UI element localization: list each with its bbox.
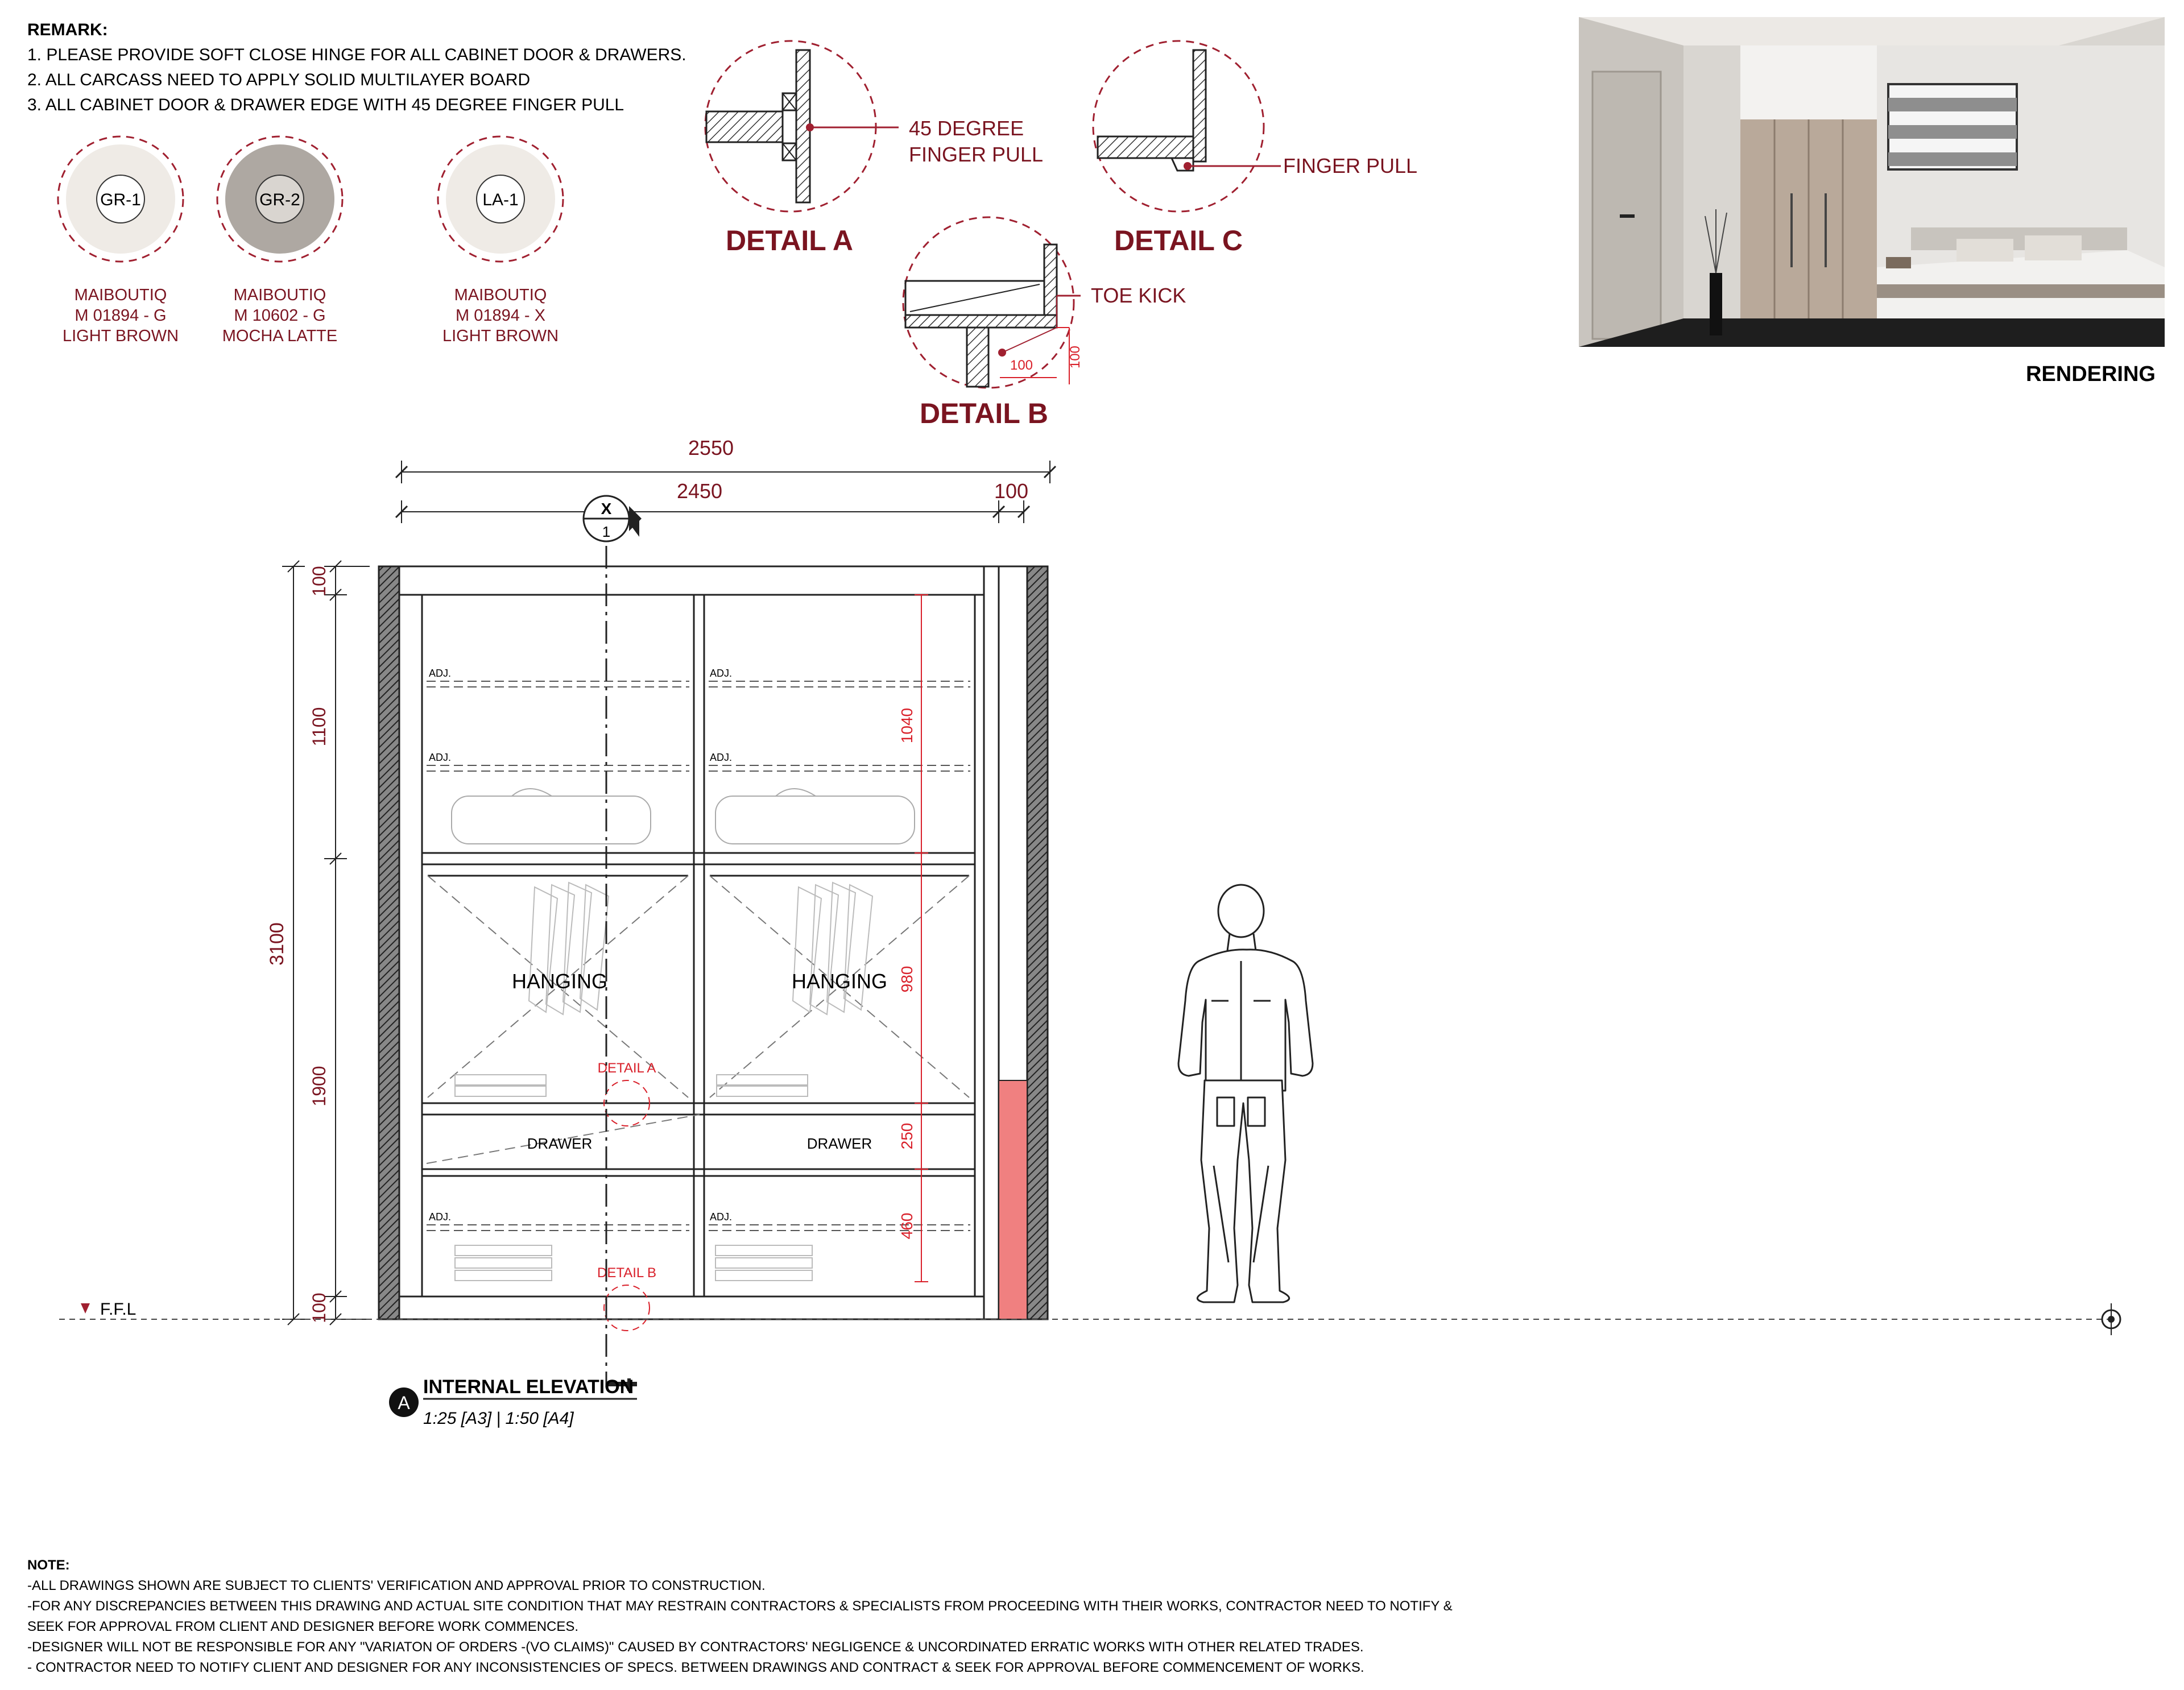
ffl-end-marker <box>2102 1303 2120 1335</box>
dim-top-height: 100 <box>309 566 329 597</box>
note-line-4: -DESIGNER WILL NOT BE RESPONSIBLE FOR ANY "VARIATON OF ORDERS -(VO CLAIMS)" CAUSED BY CONTRACTORS' NEGLIGENCE & UNCORDINATED ERRATIC WORKS WITH OTHER RELATED TRADES. <box>27 1639 1364 1655</box>
detail-b-callout: DETAIL B <box>597 1265 657 1281</box>
detail-a <box>705 41 1043 256</box>
remark-item-2: 2. ALL CARCASS NEED TO APPLY SOLID MULTILAYER BOARD <box>27 71 531 89</box>
ffl-label: F.F.L <box>100 1300 136 1319</box>
material-swatch-gr1 <box>58 136 183 345</box>
detail-c-title: DETAIL C <box>1114 225 1243 256</box>
adj-label: ADJ. <box>429 752 452 763</box>
detail-a-title: DETAIL A <box>725 225 854 256</box>
material-code: LA-1 <box>482 190 519 209</box>
remark-title: REMARK: <box>27 20 108 39</box>
remark-item-1: 1. PLEASE PROVIDE SOFT CLOSE HINGE FOR ALL CABINET DOOR & DRAWERS. <box>27 45 686 64</box>
dim-inner-upper: 1040 <box>898 707 916 744</box>
material-code: GR-2 <box>259 190 300 209</box>
detail-b-title: DETAIL B <box>920 397 1048 429</box>
detail-b-dim-v: 100 <box>1068 345 1083 369</box>
detail-b-dim-h: 100 <box>1010 358 1033 373</box>
material-name: MOCHA LATTE <box>222 327 338 345</box>
material-brand: MAIBOUTIQ <box>233 286 326 304</box>
material-brand: MAIBOUTIQ <box>74 286 167 304</box>
note-line-2: -FOR ANY DISCREPANCIES BETWEEN THIS DRAWING AND ACTUAL SITE CONDITION THAT MAY RESTRAIN CONTRACTORS & SPECIALISTS FROM PROCEEDING WITH THEIR WORKS, CONTRACTOR NEED TO NOTIFY & <box>27 1598 1453 1614</box>
rendering-image <box>1579 17 2165 386</box>
dim-upper-height: 1100 <box>309 707 329 747</box>
material-spec: M 01894 - G <box>75 306 167 325</box>
dim-total-height: 3100 <box>266 922 288 966</box>
drawer-label: DRAWER <box>527 1135 593 1152</box>
material-name: LIGHT BROWN <box>62 327 179 345</box>
detail-c-label: FINGER PULL <box>1283 154 1418 177</box>
dim-bottom-height: 100 <box>309 1293 329 1323</box>
note-line-5: - CONTRACTOR NEED TO NOTIFY CLIENT AND DESIGNER FOR ANY INCONSISTENCIES OF SPECS. BETWEEN DRAWINGS AND CONTRACT & SEEK FOR APPROVAL BEFORE COMMENCEMENT OF WORKS. <box>27 1660 1364 1675</box>
hanging-label: HANGING <box>511 970 608 993</box>
material-code: GR-1 <box>100 190 141 209</box>
remark-item-3: 3. ALL CABINET DOOR & DRAWER EDGE WITH 45 DEGREE FINGER PULL <box>27 96 624 114</box>
material-name: LIGHT BROWN <box>442 327 559 345</box>
note-line-3: SEEK FOR APPROVAL FROM CLIENT AND DESIGNER BEFORE WORK COMMENCES. <box>27 1619 579 1634</box>
detail-a-callout: DETAIL A <box>597 1061 656 1076</box>
elevation-title: INTERNAL ELEVATION <box>423 1376 634 1398</box>
adj-label: ADJ. <box>429 1211 452 1223</box>
section-marker-number: 1 <box>602 523 611 540</box>
dim-lower-height: 1900 <box>309 1066 329 1107</box>
drawer-label: DRAWER <box>806 1135 872 1152</box>
section-marker <box>584 496 642 541</box>
remark-block <box>27 20 686 114</box>
human-figure <box>1178 885 1313 1302</box>
dim-inner-width: 2450 <box>676 479 723 503</box>
dim-side-width: 100 <box>994 479 1029 503</box>
hanging-label: HANGING <box>791 970 888 993</box>
adj-label: ADJ. <box>710 668 733 679</box>
dim-overall-width: 2550 <box>688 436 734 459</box>
material-swatch-gr2 <box>217 136 342 345</box>
dim-inner-base: 460 <box>898 1212 916 1240</box>
detail-a-label-2: FINGER PULL <box>909 143 1044 166</box>
detail-b-label: TOE KICK <box>1091 284 1186 307</box>
material-spec: M 10602 - G <box>234 306 326 325</box>
dim-inner-drawer: 250 <box>898 1122 916 1150</box>
material-swatch-la1 <box>438 136 563 345</box>
elevation-scale: 1:25 [A3] | 1:50 [A4] <box>423 1409 574 1428</box>
dim-inner-hanging: 980 <box>898 966 916 993</box>
detail-a-label-1: 45 DEGREE <box>909 117 1024 140</box>
material-brand: MAIBOUTIQ <box>454 286 547 304</box>
internal-elevation <box>59 436 2120 1428</box>
section-marker-letter: X <box>601 500 612 517</box>
note-title: NOTE: <box>27 1558 70 1573</box>
adj-label: ADJ. <box>710 752 733 763</box>
elevation-tag: A <box>398 1393 410 1413</box>
material-spec: M 01894 - X <box>456 306 545 325</box>
rendering-caption: RENDERING <box>2025 362 2156 386</box>
detail-c <box>1093 41 1417 256</box>
adj-label: ADJ. <box>710 1211 733 1223</box>
note-line-1: -ALL DRAWINGS SHOWN ARE SUBJECT TO CLIENTS' VERIFICATION AND APPROVAL PRIOR TO CONSTRUCTION. <box>27 1578 766 1593</box>
note-block <box>27 1558 1453 1675</box>
adj-label: ADJ. <box>429 668 452 679</box>
